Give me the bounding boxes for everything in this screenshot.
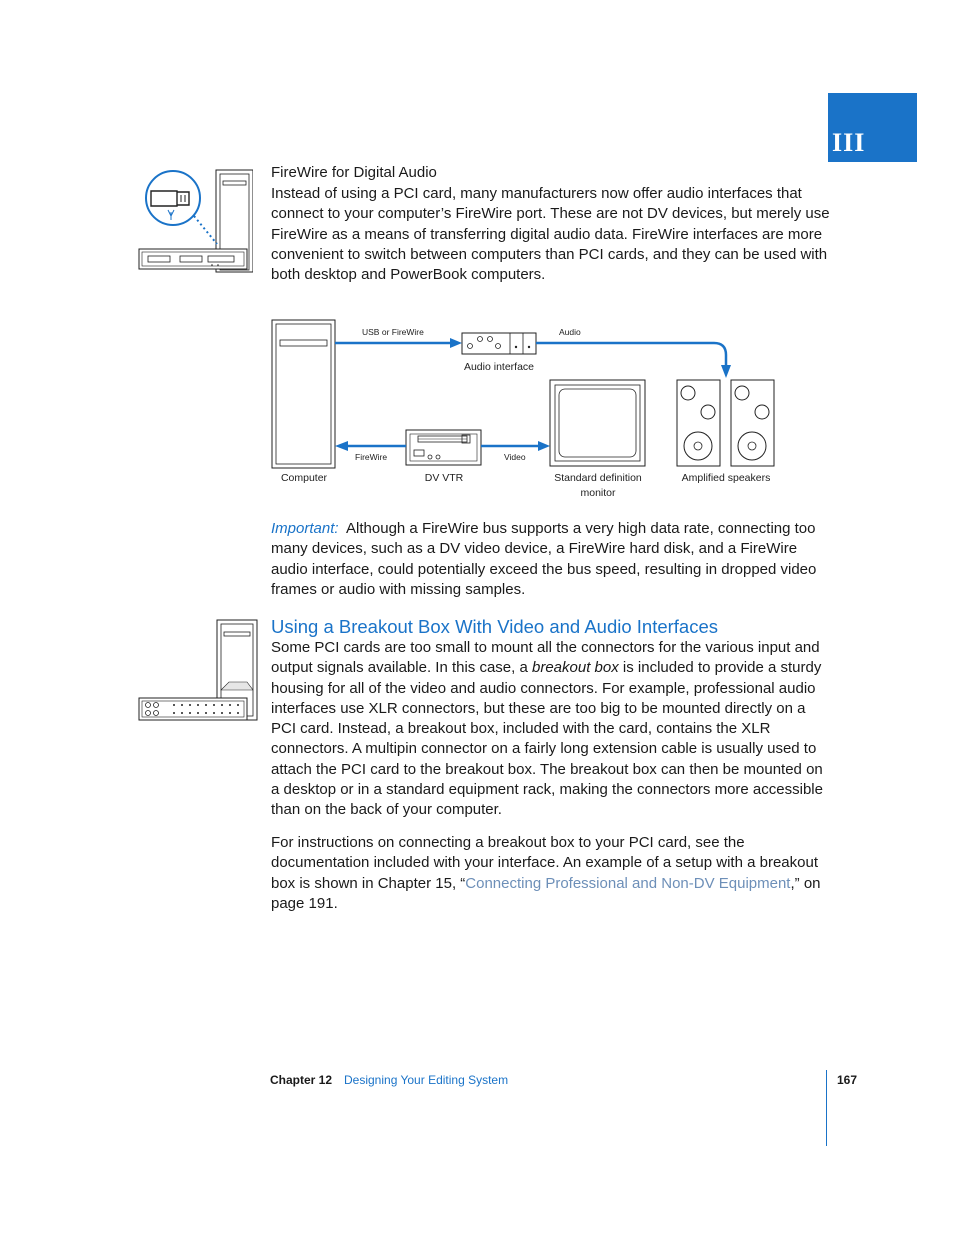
- important-text: Although a FireWire bus supports a very high data rate, connecting too many devices, such as a DV video device, a FireWire hard disk, and a FireWire audio interface, could potentially exceed the bus speed, resulting in dropped video frames or audio with missing samples.: [271, 520, 817, 598]
- label-usb-or-firewire: USB or FireWire: [362, 327, 424, 337]
- section-body-firewire-audio: Instead of using a PCI card, many manufacturers now offer audio interfaces that connect to your computer’s FireWire port. These are not DV devices, but merely use FireWire as a means of transferring digital audio data. FireWire interfaces are more convenient to switch between computers than PCI cards, and they can be used with both desktop and PowerBook computers.: [271, 185, 830, 284]
- label-monitor-line2: monitor: [580, 487, 616, 499]
- label-amplified-speakers: Amplified speakers: [681, 472, 771, 484]
- breakout-box-illustration: [137, 618, 261, 724]
- footer-page-number: 167: [837, 1073, 858, 1087]
- footer-chapter: Chapter 12: [270, 1073, 333, 1087]
- footer-chapter-title[interactable]: Designing Your Editing System: [344, 1073, 509, 1087]
- diagram-drawing: [268, 312, 788, 472]
- label-monitor-line1: Standard definition: [554, 472, 642, 484]
- p2-text-b: ,” on page 191.: [271, 874, 821, 912]
- p1-text-b: is included to provide a sturdy housing for all of the video and audio connectors. For example, professional audio interfaces use XLR connectors, but these are too big to be mounted directly on a PCI card. Instead, a breakout box, included with the card, contains the XLR connectors. A multipin connector on a fairly long extension cable is usually used to attach the PCI card to the breakout box. The breakout box can then be mounted on a desktop or in a standard equipment rack, making the connectors more accessible than on the back of your computer.: [271, 659, 823, 819]
- firewire-audio-illustration: [137, 168, 253, 274]
- label-firewire: FireWire: [355, 452, 388, 462]
- connection-diagram: [268, 312, 788, 502]
- section-heading-firewire-audio: FireWire for Digital Audio: [271, 164, 437, 181]
- part-tab-label: III: [832, 128, 866, 157]
- section-body-breakout-p1: [271, 638, 831, 821]
- important-label: Important:: [271, 520, 339, 537]
- p2-text-a: For instructions on connecting a breakout box to your PCI card, see the documentation included with your interface. An example of a setup with a breakout box is shown in Chapter 15, “: [271, 834, 818, 892]
- section-body-breakout-p2: [271, 833, 831, 914]
- p1-emphasis: breakout box: [532, 659, 619, 677]
- part-tab: [828, 93, 917, 162]
- label-audio: Audio: [559, 327, 581, 337]
- footer-divider: [826, 1070, 827, 1146]
- p1-text-a: Some PCI cards are too small to mount all the connectors for the various input and output signals available. In this case, a: [271, 639, 820, 677]
- label-video: Video: [504, 452, 526, 462]
- section-heading-breakout-box: Using a Breakout Box With Video and Audio Interfaces: [271, 616, 719, 637]
- label-audio-interface: Audio interface: [463, 361, 535, 373]
- label-dv-vtr: DV VTR: [424, 472, 464, 484]
- cross-reference-link[interactable]: Connecting Professional and Non-DV Equipment: [465, 874, 791, 892]
- important-note: [271, 519, 831, 600]
- label-computer: Computer: [280, 472, 328, 484]
